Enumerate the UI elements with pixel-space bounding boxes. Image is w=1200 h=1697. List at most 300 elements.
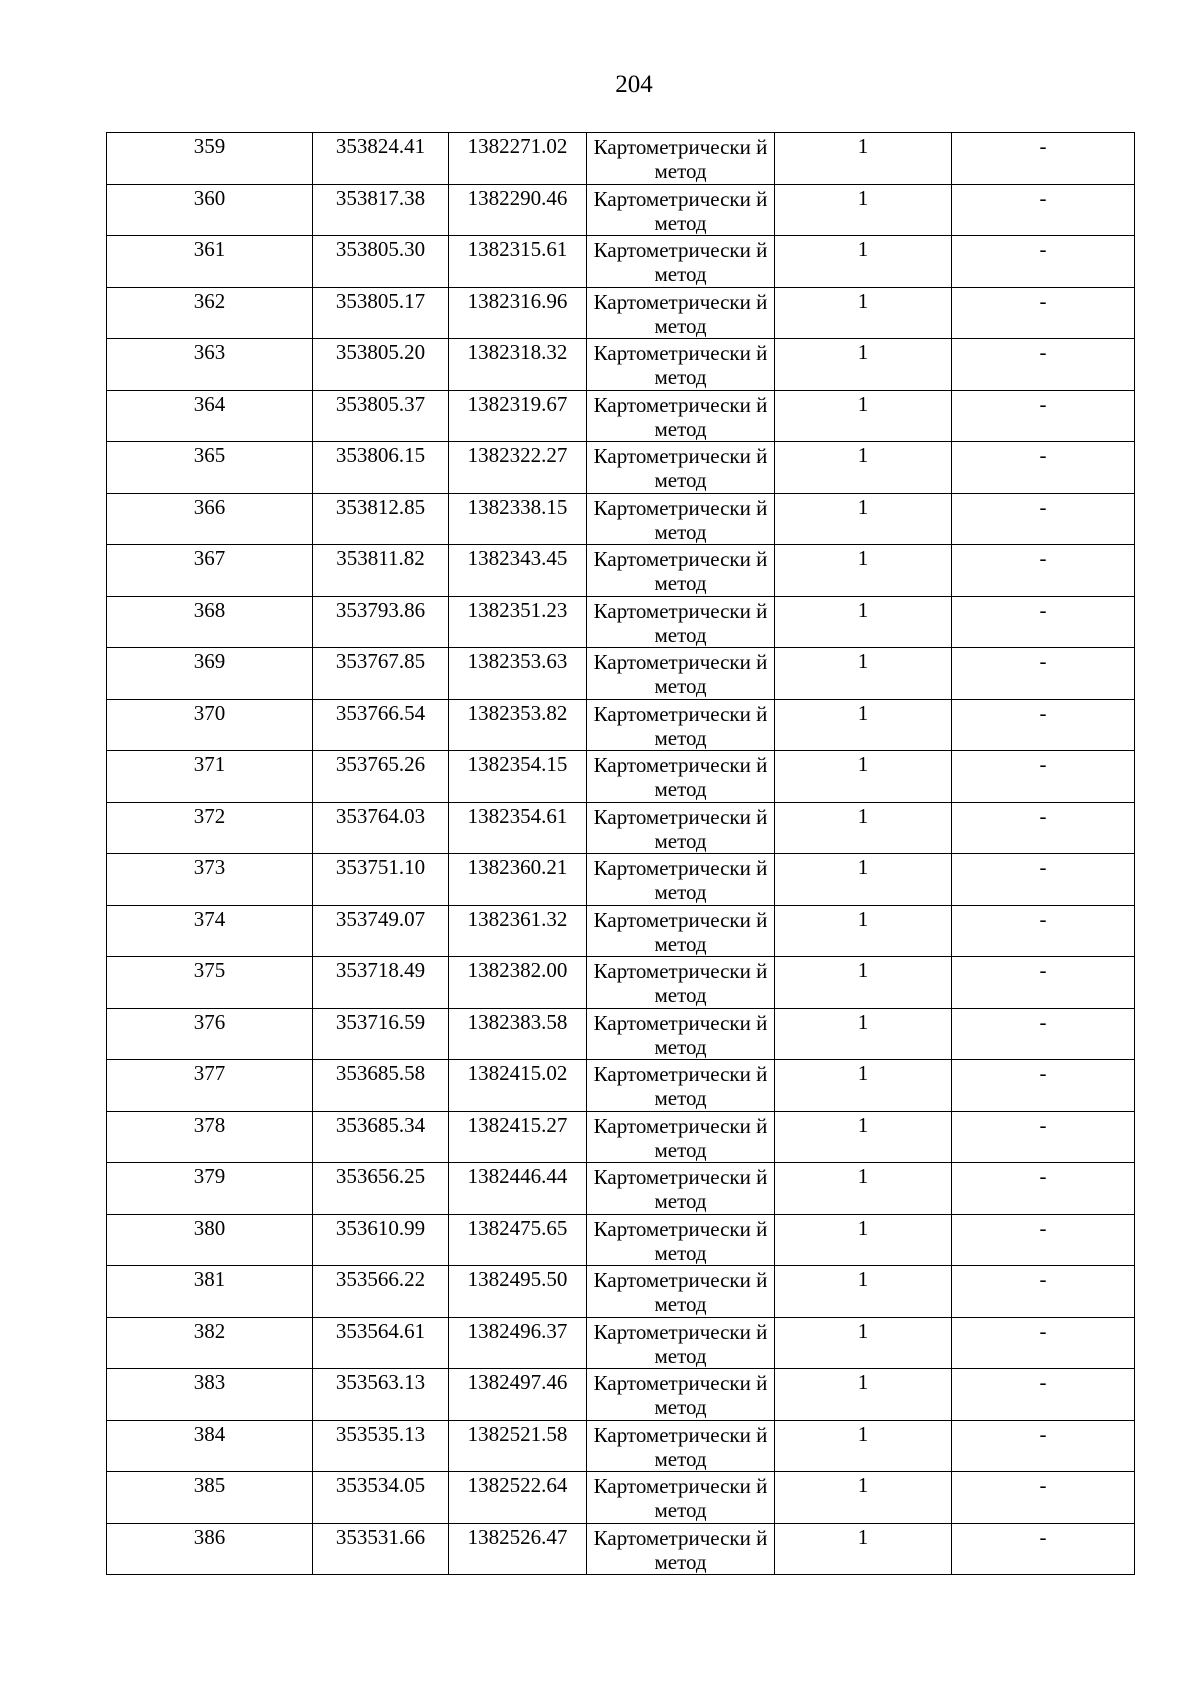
x-coordinate-cell xyxy=(313,339,449,391)
method-cell xyxy=(587,1060,775,1112)
y-coordinate-cell xyxy=(449,1420,587,1472)
y-coordinate-cell-text: 1382446.44 xyxy=(467,1164,568,1188)
y-coordinate-cell-text: 1382522.64 xyxy=(467,1473,568,1497)
point-number-cell xyxy=(107,1369,313,1421)
method-cell-text: Картометрически й метод xyxy=(593,341,768,389)
x-coordinate-cell xyxy=(313,1266,449,1318)
point-number-cell xyxy=(107,442,313,494)
table-row xyxy=(107,339,1135,391)
accuracy-cell-text: 1 xyxy=(857,906,869,931)
method-cell-text: Картометрически й метод xyxy=(593,856,768,904)
accuracy-cell xyxy=(775,1420,952,1472)
y-coordinate-cell xyxy=(449,1266,587,1318)
table-row xyxy=(107,1060,1135,1112)
note-cell-text: - xyxy=(1039,1215,1047,1240)
point-number-cell-text: 377 xyxy=(193,1061,226,1085)
x-coordinate-cell-text: 353824.41 xyxy=(335,134,426,158)
point-number-cell-text: 371 xyxy=(193,752,226,776)
table-row xyxy=(107,184,1135,236)
accuracy-cell-text: 1 xyxy=(857,288,869,313)
point-number-cell-text: 382 xyxy=(193,1318,226,1343)
method-cell-text: Картометрически й метод xyxy=(593,1165,768,1213)
accuracy-cell-text: 1 xyxy=(857,494,869,519)
point-number-cell xyxy=(107,236,313,288)
method-cell-text: Картометрически й метод xyxy=(593,907,768,956)
method-cell xyxy=(587,699,775,751)
coordinates-table-body xyxy=(107,133,1135,1575)
x-coordinate-cell xyxy=(313,236,449,288)
note-cell xyxy=(952,1472,1135,1524)
note-cell-text: - xyxy=(1039,1524,1047,1549)
table-row xyxy=(107,1111,1135,1163)
note-cell xyxy=(952,1060,1135,1112)
point-number-cell-text: 362 xyxy=(193,288,226,313)
method-cell-text: Картометрически й метод xyxy=(593,1422,768,1471)
note-cell xyxy=(952,1317,1135,1369)
point-number-cell-text: 384 xyxy=(193,1421,226,1446)
note-cell-text: - xyxy=(1039,958,1047,982)
note-cell xyxy=(952,751,1135,803)
method-cell-text: Картометрически й метод xyxy=(593,1525,768,1574)
accuracy-cell-text: 1 xyxy=(857,1473,869,1497)
accuracy-cell-text: 1 xyxy=(857,1370,869,1394)
x-coordinate-cell xyxy=(313,1214,449,1266)
y-coordinate-cell xyxy=(449,596,587,648)
method-cell xyxy=(587,751,775,803)
note-cell-text: - xyxy=(1039,340,1047,364)
method-cell-text: Картометрически й метод xyxy=(593,1268,768,1316)
x-coordinate-cell-text: 353811.82 xyxy=(336,546,425,570)
point-number-cell-text: 360 xyxy=(193,185,226,210)
note-cell xyxy=(952,133,1135,185)
accuracy-cell-text: 1 xyxy=(857,1215,869,1240)
point-number-cell-text: 361 xyxy=(193,237,226,261)
accuracy-cell-text: 1 xyxy=(857,1112,869,1137)
accuracy-cell-text: 1 xyxy=(857,340,869,364)
note-cell-text: - xyxy=(1039,288,1047,313)
method-cell xyxy=(587,1369,775,1421)
x-coordinate-cell-text: 353806.15 xyxy=(335,443,426,467)
table-row xyxy=(107,957,1135,1009)
note-cell-text: - xyxy=(1039,1112,1047,1137)
table-row xyxy=(107,442,1135,494)
method-cell-text: Картометрически й метод xyxy=(593,238,768,286)
y-coordinate-cell xyxy=(449,1111,587,1163)
y-coordinate-cell-text: 1382415.27 xyxy=(467,1112,568,1137)
note-cell-text: - xyxy=(1039,391,1047,416)
table-row xyxy=(107,287,1135,339)
y-coordinate-cell-text: 1382354.61 xyxy=(467,803,568,828)
method-cell-text: Картометрически й метод xyxy=(593,289,768,338)
table-row xyxy=(107,1214,1135,1266)
method-cell xyxy=(587,1163,775,1215)
accuracy-cell-text: 1 xyxy=(857,1061,869,1085)
note-cell-text: - xyxy=(1039,597,1047,622)
accuracy-cell xyxy=(775,545,952,597)
note-cell xyxy=(952,493,1135,545)
y-coordinate-cell-text: 1382343.45 xyxy=(467,546,568,570)
y-coordinate-cell xyxy=(449,339,587,391)
accuracy-cell xyxy=(775,905,952,957)
method-cell xyxy=(587,905,775,957)
method-cell xyxy=(587,287,775,339)
note-cell xyxy=(952,1111,1135,1163)
table-row xyxy=(107,1369,1135,1421)
y-coordinate-cell-text: 1382353.63 xyxy=(467,649,568,673)
x-coordinate-cell-text: 353534.05 xyxy=(335,1473,426,1497)
accuracy-cell-text: 1 xyxy=(857,443,869,467)
x-coordinate-cell xyxy=(313,905,449,957)
method-cell xyxy=(587,133,775,185)
accuracy-cell xyxy=(775,339,952,391)
x-coordinate-cell-text: 353805.20 xyxy=(335,340,426,364)
y-coordinate-cell xyxy=(449,287,587,339)
method-cell xyxy=(587,339,775,391)
x-coordinate-cell-text: 353817.38 xyxy=(335,185,426,210)
x-coordinate-cell-text: 353566.22 xyxy=(335,1267,426,1291)
accuracy-cell-text: 1 xyxy=(857,1318,869,1343)
note-cell-text: - xyxy=(1039,1370,1047,1394)
method-cell-text: Картометрически й метод xyxy=(593,1062,768,1110)
method-cell-text: Картометрически й метод xyxy=(593,650,768,698)
point-number-cell-text: 363 xyxy=(193,340,226,364)
accuracy-cell xyxy=(775,1111,952,1163)
y-coordinate-cell xyxy=(449,493,587,545)
x-coordinate-cell xyxy=(313,1060,449,1112)
method-cell-text: Картометрически й метод xyxy=(593,1474,768,1522)
note-cell xyxy=(952,1008,1135,1060)
accuracy-cell-text: 1 xyxy=(857,546,869,570)
table-row xyxy=(107,854,1135,906)
x-coordinate-cell-text: 353805.30 xyxy=(335,237,426,261)
point-number-cell-text: 369 xyxy=(193,649,226,673)
y-coordinate-cell-text: 1382316.96 xyxy=(467,288,568,313)
point-number-cell-text: 378 xyxy=(193,1112,226,1137)
method-cell xyxy=(587,545,775,597)
table-row xyxy=(107,1420,1135,1472)
accuracy-cell xyxy=(775,699,952,751)
x-coordinate-cell-text: 353805.17 xyxy=(335,288,426,313)
table-row xyxy=(107,648,1135,700)
note-cell xyxy=(952,905,1135,957)
x-coordinate-cell-text: 353805.37 xyxy=(335,391,426,416)
table-row xyxy=(107,1472,1135,1524)
method-cell xyxy=(587,648,775,700)
y-coordinate-cell-text: 1382526.47 xyxy=(467,1524,568,1549)
point-number-cell xyxy=(107,1266,313,1318)
x-coordinate-cell xyxy=(313,287,449,339)
table-row xyxy=(107,1163,1135,1215)
accuracy-cell xyxy=(775,1214,952,1266)
point-number-cell xyxy=(107,133,313,185)
point-number-cell-text: 364 xyxy=(193,391,226,416)
table-row xyxy=(107,1317,1135,1369)
accuracy-cell xyxy=(775,184,952,236)
method-cell xyxy=(587,1266,775,1318)
x-coordinate-cell xyxy=(313,1163,449,1215)
point-number-cell xyxy=(107,1163,313,1215)
table-row xyxy=(107,802,1135,854)
x-coordinate-cell xyxy=(313,1472,449,1524)
point-number-cell xyxy=(107,287,313,339)
method-cell xyxy=(587,596,775,648)
note-cell xyxy=(952,287,1135,339)
coordinates-table xyxy=(106,132,1135,1575)
method-cell xyxy=(587,184,775,236)
method-cell xyxy=(587,1472,775,1524)
x-coordinate-cell xyxy=(313,802,449,854)
x-coordinate-cell xyxy=(313,1369,449,1421)
point-number-cell xyxy=(107,1523,313,1575)
method-cell-text: Картометрически й метод xyxy=(593,547,768,595)
x-coordinate-cell xyxy=(313,699,449,751)
y-coordinate-cell-text: 1382361.32 xyxy=(467,906,568,931)
point-number-cell-text: 372 xyxy=(193,803,226,828)
y-coordinate-cell xyxy=(449,1060,587,1112)
x-coordinate-cell xyxy=(313,133,449,185)
point-number-cell-text: 379 xyxy=(193,1164,226,1188)
x-coordinate-cell xyxy=(313,957,449,1009)
y-coordinate-cell-text: 1382322.27 xyxy=(467,443,568,467)
note-cell xyxy=(952,442,1135,494)
y-coordinate-cell xyxy=(449,1523,587,1575)
point-number-cell xyxy=(107,1111,313,1163)
method-cell-text: Картометрически й метод xyxy=(593,1371,768,1419)
point-number-cell-text: 370 xyxy=(193,700,226,725)
x-coordinate-cell-text: 353749.07 xyxy=(335,906,426,931)
x-coordinate-cell xyxy=(313,596,449,648)
y-coordinate-cell-text: 1382360.21 xyxy=(467,855,568,879)
y-coordinate-cell xyxy=(449,1472,587,1524)
method-cell-text: Картометрически й метод xyxy=(593,701,768,750)
x-coordinate-cell xyxy=(313,1420,449,1472)
point-number-cell-text: 385 xyxy=(193,1473,226,1497)
accuracy-cell xyxy=(775,648,952,700)
y-coordinate-cell-text: 1382382.00 xyxy=(467,958,568,982)
y-coordinate-cell-text: 1382315.61 xyxy=(467,237,568,261)
x-coordinate-cell-text: 353656.25 xyxy=(335,1164,426,1188)
accuracy-cell xyxy=(775,957,952,1009)
x-coordinate-cell xyxy=(313,1523,449,1575)
note-cell xyxy=(952,957,1135,1009)
method-cell xyxy=(587,236,775,288)
note-cell xyxy=(952,184,1135,236)
accuracy-cell xyxy=(775,1523,952,1575)
note-cell xyxy=(952,1214,1135,1266)
point-number-cell xyxy=(107,854,313,906)
point-number-cell-text: 381 xyxy=(193,1267,226,1291)
accuracy-cell-text: 1 xyxy=(857,391,869,416)
point-number-cell-text: 386 xyxy=(193,1524,226,1549)
accuracy-cell-text: 1 xyxy=(857,958,869,982)
note-cell-text: - xyxy=(1039,494,1047,519)
accuracy-cell xyxy=(775,133,952,185)
accuracy-cell xyxy=(775,1266,952,1318)
table-row xyxy=(107,133,1135,185)
accuracy-cell-text: 1 xyxy=(857,649,869,673)
note-cell-text: - xyxy=(1039,649,1047,673)
accuracy-cell-text: 1 xyxy=(857,1524,869,1549)
x-coordinate-cell xyxy=(313,1111,449,1163)
y-coordinate-cell-text: 1382495.50 xyxy=(467,1267,568,1291)
point-number-cell xyxy=(107,1317,313,1369)
note-cell xyxy=(952,236,1135,288)
note-cell-text: - xyxy=(1039,185,1047,210)
note-cell xyxy=(952,802,1135,854)
method-cell xyxy=(587,1317,775,1369)
note-cell-text: - xyxy=(1039,1164,1047,1188)
note-cell xyxy=(952,699,1135,751)
point-number-cell xyxy=(107,1420,313,1472)
accuracy-cell xyxy=(775,390,952,442)
x-coordinate-cell xyxy=(313,751,449,803)
note-cell xyxy=(952,390,1135,442)
x-coordinate-cell-text: 353767.85 xyxy=(335,649,426,673)
point-number-cell-text: 380 xyxy=(193,1215,226,1240)
point-number-cell-text: 375 xyxy=(193,958,226,982)
method-cell xyxy=(587,493,775,545)
x-coordinate-cell xyxy=(313,545,449,597)
method-cell xyxy=(587,802,775,854)
method-cell xyxy=(587,1214,775,1266)
method-cell-text: Картометрически й метод xyxy=(593,1216,768,1265)
y-coordinate-cell xyxy=(449,905,587,957)
point-number-cell xyxy=(107,957,313,1009)
point-number-cell xyxy=(107,493,313,545)
method-cell-text: Картометрически й метод xyxy=(593,444,768,492)
table-row xyxy=(107,493,1135,545)
y-coordinate-cell-text: 1382354.15 xyxy=(467,752,568,776)
y-coordinate-cell xyxy=(449,442,587,494)
point-number-cell xyxy=(107,1060,313,1112)
point-number-cell xyxy=(107,339,313,391)
point-number-cell-text: 374 xyxy=(193,906,226,931)
note-cell-text: - xyxy=(1039,1473,1047,1497)
x-coordinate-cell-text: 353685.34 xyxy=(335,1112,426,1137)
point-number-cell xyxy=(107,648,313,700)
accuracy-cell xyxy=(775,854,952,906)
y-coordinate-cell xyxy=(449,854,587,906)
method-cell-text: Картометрически й метод xyxy=(593,392,768,441)
accuracy-cell xyxy=(775,596,952,648)
x-coordinate-cell xyxy=(313,493,449,545)
y-coordinate-cell xyxy=(449,390,587,442)
note-cell-text: - xyxy=(1039,1421,1047,1446)
method-cell-text: Картометрически й метод xyxy=(593,495,768,544)
note-cell-text: - xyxy=(1039,700,1047,725)
accuracy-cell xyxy=(775,1472,952,1524)
table-row xyxy=(107,699,1135,751)
y-coordinate-cell xyxy=(449,1317,587,1369)
method-cell-text: Картометрически й метод xyxy=(593,959,768,1007)
y-coordinate-cell xyxy=(449,699,587,751)
point-number-cell-text: 366 xyxy=(193,494,226,519)
x-coordinate-cell-text: 353751.10 xyxy=(335,855,426,879)
note-cell xyxy=(952,1163,1135,1215)
method-cell xyxy=(587,1523,775,1575)
point-number-cell xyxy=(107,905,313,957)
point-number-cell-text: 376 xyxy=(193,1009,226,1034)
accuracy-cell xyxy=(775,802,952,854)
x-coordinate-cell-text: 353535.13 xyxy=(335,1421,426,1446)
method-cell-text: Картометрически й метод xyxy=(593,135,768,183)
note-cell xyxy=(952,1523,1135,1575)
note-cell-text: - xyxy=(1039,1009,1047,1034)
accuracy-cell-text: 1 xyxy=(857,700,869,725)
method-cell-text: Картометрически й метод xyxy=(593,1319,768,1368)
y-coordinate-cell-text: 1382415.02 xyxy=(467,1061,568,1085)
x-coordinate-cell-text: 353812.85 xyxy=(335,494,426,519)
x-coordinate-cell-text: 353564.61 xyxy=(335,1318,426,1343)
table-row xyxy=(107,1523,1135,1575)
y-coordinate-cell-text: 1382353.82 xyxy=(467,700,568,725)
note-cell-text: - xyxy=(1039,443,1047,467)
x-coordinate-cell-text: 353563.13 xyxy=(335,1370,426,1394)
x-coordinate-cell xyxy=(313,648,449,700)
method-cell xyxy=(587,1008,775,1060)
y-coordinate-cell-text: 1382319.67 xyxy=(467,391,568,416)
point-number-cell xyxy=(107,596,313,648)
accuracy-cell xyxy=(775,287,952,339)
note-cell-text: - xyxy=(1039,1318,1047,1343)
method-cell xyxy=(587,854,775,906)
x-coordinate-cell-text: 353716.59 xyxy=(335,1009,426,1034)
note-cell xyxy=(952,854,1135,906)
note-cell xyxy=(952,339,1135,391)
accuracy-cell xyxy=(775,1317,952,1369)
note-cell-text: - xyxy=(1039,1267,1047,1291)
x-coordinate-cell xyxy=(313,390,449,442)
point-number-cell-text: 365 xyxy=(193,443,226,467)
note-cell-text: - xyxy=(1039,134,1047,158)
x-coordinate-cell-text: 353531.66 xyxy=(335,1524,426,1549)
point-number-cell xyxy=(107,699,313,751)
x-coordinate-cell-text: 353766.54 xyxy=(335,700,426,725)
note-cell xyxy=(952,1420,1135,1472)
y-coordinate-cell-text: 1382318.32 xyxy=(467,340,568,364)
table-row xyxy=(107,596,1135,648)
accuracy-cell-text: 1 xyxy=(857,752,869,776)
y-coordinate-cell xyxy=(449,236,587,288)
point-number-cell-text: 359 xyxy=(193,134,226,158)
y-coordinate-cell-text: 1382351.23 xyxy=(467,597,568,622)
method-cell-text: Картометрически й метод xyxy=(593,1113,768,1162)
y-coordinate-cell xyxy=(449,1369,587,1421)
point-number-cell xyxy=(107,545,313,597)
point-number-cell-text: 368 xyxy=(193,597,226,622)
y-coordinate-cell xyxy=(449,1163,587,1215)
accuracy-cell xyxy=(775,236,952,288)
method-cell xyxy=(587,1420,775,1472)
note-cell xyxy=(952,596,1135,648)
accuracy-cell xyxy=(775,442,952,494)
y-coordinate-cell xyxy=(449,751,587,803)
y-coordinate-cell-text: 1382521.58 xyxy=(467,1421,568,1446)
method-cell-text: Картометрически й метод xyxy=(593,186,768,235)
accuracy-cell xyxy=(775,1060,952,1112)
accuracy-cell-text: 1 xyxy=(857,185,869,210)
point-number-cell-text: 373 xyxy=(193,855,226,879)
method-cell-text: Картометрически й метод xyxy=(593,753,768,801)
note-cell-text: - xyxy=(1039,803,1047,828)
accuracy-cell xyxy=(775,493,952,545)
page-number: 204 xyxy=(615,71,653,98)
point-number-cell-text: 383 xyxy=(193,1370,226,1394)
accuracy-cell-text: 1 xyxy=(857,855,869,879)
y-coordinate-cell-text: 1382496.37 xyxy=(467,1318,568,1343)
x-coordinate-cell xyxy=(313,854,449,906)
table-row xyxy=(107,545,1135,597)
